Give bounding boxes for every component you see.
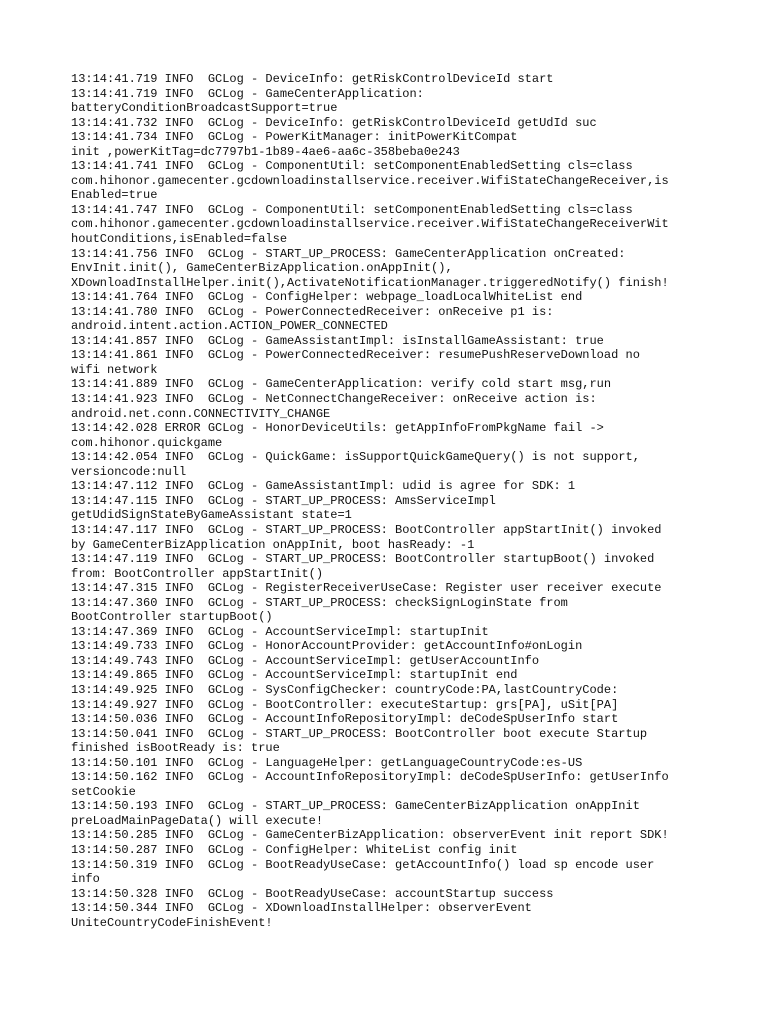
log-line: UniteCountryCodeFinishEvent!: [71, 915, 273, 930]
log-line: Enabled=true: [71, 188, 158, 203]
log-line: init ,powerKitTag=dc7797b1-1b89-4ae6-aa6c-358beba0e243: [71, 144, 460, 159]
log-line: preLoadMainPageData() will execute!: [71, 813, 324, 828]
log-line: 13:14:50.041 INFO GCLog - START_UP_PROCESS: BootController boot execute Startup: [71, 726, 648, 741]
log-line: 13:14:50.036 INFO GCLog - AccountInfoRepositoryImpl: deCodeSpUserInfo start: [71, 712, 619, 727]
log-line: finished isBootReady is: true: [71, 741, 280, 756]
log-line: EnvInit.init(), GameCenterBizApplication.onAppInit(),: [71, 261, 453, 276]
log-line: 13:14:50.162 INFO GCLog - AccountInfoRepositoryImpl: deCodeSpUserInfo: getUserInfo: [71, 770, 669, 785]
log-line: XDownloadInstallHelper.init(),ActivateNotificationManager.triggeredNotify() finish!: [71, 275, 669, 290]
log-line: batteryConditionBroadcastSupport=true: [71, 101, 338, 116]
log-line: 13:14:47.360 INFO GCLog - START_UP_PROCESS: checkSignLoginState from: [71, 595, 568, 610]
log-line: 13:14:49.743 INFO GCLog - AccountServiceImpl: getUserAccountInfo: [71, 653, 540, 668]
log-line: android.net.conn.CONNECTIVITY_CHANGE: [71, 406, 331, 421]
log-line: 13:14:41.756 INFO GCLog - START_UP_PROCESS: GameCenterApplication onCreated:: [71, 246, 626, 261]
log-text-block: [71, 72, 711, 930]
log-line: 13:14:41.734 INFO GCLog - PowerKitManager: initPowerKitCompat: [71, 130, 518, 145]
log-line: 13:14:50.101 INFO GCLog - LanguageHelper: getLanguageCountryCode:es-US: [71, 755, 583, 770]
log-line: BootController startupBoot(): [71, 610, 273, 625]
log-line: 13:14:50.319 INFO GCLog - BootReadyUseCase: getAccountInfo() load sp encode user: [71, 857, 655, 872]
log-line: 13:14:41.923 INFO GCLog - NetConnectChangeReceiver: onReceive action is:: [71, 392, 597, 407]
log-line: 13:14:41.747 INFO GCLog - ComponentUtil: setComponentEnabledSetting cls=class: [71, 202, 633, 217]
log-line: 13:14:42.028 ERROR GCLog - HonorDeviceUtils: getAppInfoFromPkgName fail ->: [71, 421, 604, 436]
log-line: 13:14:41.780 INFO GCLog - PowerConnectedReceiver: onReceive p1 is:: [71, 304, 554, 319]
log-line: by GameCenterBizApplication onAppInit, boot hasReady: -1: [71, 537, 475, 552]
log-line: com.hihonor.gamecenter.gcdownloadinstallservice.receiver.WifiStateChangeReceiver,is: [71, 173, 669, 188]
log-line: 13:14:47.117 INFO GCLog - START_UP_PROCESS: BootController appStartInit() invoked: [71, 522, 662, 537]
log-line: 13:14:41.764 INFO GCLog - ConfigHelper: webpage_loadLocalWhiteList end: [71, 290, 583, 305]
log-line: wifi network: [71, 362, 158, 377]
log-line: getUdidSignStateByGameAssistant state=1: [71, 508, 352, 523]
log-line: houtConditions,isEnabled=false: [71, 232, 288, 247]
log-line: 13:14:50.285 INFO GCLog - GameCenterBizApplication: observerEvent init report SDK!: [71, 828, 669, 843]
log-line: 13:14:41.741 INFO GCLog - ComponentUtil: setComponentEnabledSetting cls=class: [71, 159, 633, 174]
log-line: versioncode:null: [71, 464, 187, 479]
log-line: 13:14:47.315 INFO GCLog - RegisterReceiverUseCase: Register user receiver execute: [71, 581, 662, 596]
log-line: 13:14:41.861 INFO GCLog - PowerConnectedReceiver: resumePushReserveDownload no: [71, 348, 640, 363]
log-line: 13:14:49.733 INFO GCLog - HonorAccountProvider: getAccountInfo#onLogin: [71, 639, 583, 654]
log-line: 13:14:50.344 INFO GCLog - XDownloadInstallHelper: observerEvent: [71, 901, 532, 916]
log-line: 13:14:41.889 INFO GCLog - GameCenterApplication: verify cold start msg,run: [71, 377, 612, 392]
log-line: 13:14:47.112 INFO GCLog - GameAssistantImpl: udid is agree for SDK: 1: [71, 479, 576, 494]
log-line: com.hihonor.gamecenter.gcdownloadinstallservice.receiver.WifiStateChangeReceiverWit: [71, 217, 669, 232]
log-line: 13:14:41.719 INFO GCLog - GameCenterApplication:: [71, 86, 424, 101]
log-line: 13:14:47.369 INFO GCLog - AccountServiceImpl: startupInit: [71, 624, 489, 639]
log-line: 13:14:41.857 INFO GCLog - GameAssistantImpl: isInstallGameAssistant: true: [71, 333, 604, 348]
log-line: 13:14:49.927 INFO GCLog - BootController: executeStartup: grs[PA], uSit[PA]: [71, 697, 619, 712]
log-line: 13:14:49.925 INFO GCLog - SysConfigChecker: countryCode:PA,lastCountryCode:: [71, 682, 619, 697]
log-line: 13:14:49.865 INFO GCLog - AccountServiceImpl: startupInit end: [71, 668, 518, 683]
log-line: com.hihonor.quickgame: [71, 435, 223, 450]
log-line: 13:14:50.193 INFO GCLog - START_UP_PROCESS: GameCenterBizApplication onAppInit: [71, 799, 640, 814]
log-line: 13:14:42.054 INFO GCLog - QuickGame: isSupportQuickGameQuery() is not support,: [71, 450, 640, 465]
log-line: 13:14:50.287 INFO GCLog - ConfigHelper: WhiteList config init: [71, 842, 518, 857]
log-line: 13:14:47.115 INFO GCLog - START_UP_PROCESS: AmsServiceImpl: [71, 493, 496, 508]
log-line: 13:14:41.732 INFO GCLog - DeviceInfo: getRiskControlDeviceId getUdId suc: [71, 115, 597, 130]
log-line: 13:14:41.719 INFO GCLog - DeviceInfo: getRiskControlDeviceId start: [71, 72, 554, 86]
log-line: 13:14:50.328 INFO GCLog - BootReadyUseCase: accountStartup success: [71, 886, 554, 901]
log-line: from: BootController appStartInit(): [71, 566, 324, 581]
log-line: 13:14:47.119 INFO GCLog - START_UP_PROCESS: BootController startupBoot() invoked: [71, 552, 655, 567]
log-document-page: [71, 72, 711, 930]
log-line: info: [71, 872, 100, 887]
log-line: setCookie: [71, 784, 136, 799]
log-line: android.intent.action.ACTION_POWER_CONNECTED: [71, 319, 388, 334]
